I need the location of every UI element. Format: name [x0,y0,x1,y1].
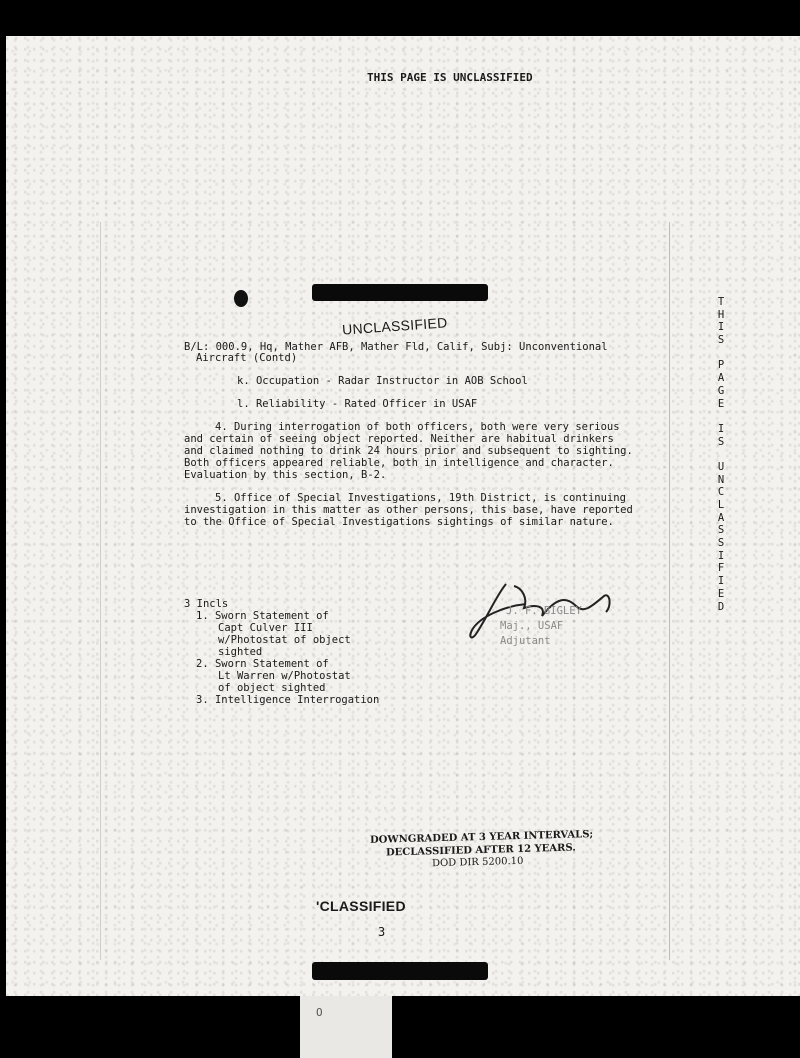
paragraph-5-line-2: investigation in this matter as other persons, this base, have reported [184,504,633,516]
enclosure-1-sighted: sighted [218,646,263,658]
side-classification-label: T H I S P A G E I S U N C L A S S I F I E D [717,296,725,613]
paragraph-4-line-1: 4. During interrogation of both officers, both were very serious [215,421,620,433]
paragraph-4-line-5: Evaluation by this section, B-2. [184,469,387,481]
redaction-bar-top [312,284,488,301]
downgrade-stamp-line-1: DOWNGRADED AT 3 YEAR INTERVALS; [369,829,594,846]
enclosures-heading: 3 Incls [184,598,229,610]
signature-title: Adjutant [500,635,551,647]
signature-name: J. F. BIGLEY [506,605,582,617]
scan-tab [300,996,392,1058]
enclosure-2: 2. Sworn Statement of [196,658,329,670]
enclosure-2-name: Lt Warren w/Photostat [218,670,351,682]
enclosure-1-photostat: w/Photostat of object [218,634,351,646]
classification-stamp-top: UNCLASSIFIED [341,314,448,338]
item-l: l. Reliability - Rated Officer in USAF [237,398,478,410]
signature-rank: Maj., USAF [500,620,564,632]
paragraph-5-line-1: 5. Office of Special Investigations, 19th District, is continuing [215,492,626,504]
paragraph-4-line-2: and certain of seeing object reported. Neither are habitual drinkers [184,433,614,445]
page-number: 3 [378,925,386,939]
paragraph-4-line-3: and claimed nothing to drink 24 hours prior and subsequent to sighting. [184,445,633,457]
enclosure-1-name: Capt Culver III [218,622,313,634]
downgrade-stamp-line-3: DOD DIR 5200.10 [431,855,524,870]
scan-tab-mark: O [316,1006,323,1019]
enclosure-3: 3. Intelligence Interrogation [196,694,380,706]
downgrade-stamp-line-2: DECLASSIFIED AFTER 12 YEARS. [385,842,576,859]
enclosure-1: 1. Sworn Statement of [196,610,329,622]
enclosure-2-object: of object sighted [218,682,326,694]
paragraph-5-line-3: to the Office of Special Investigations sightings of similar nature. [184,516,614,528]
ink-blot [234,290,248,307]
subject-line-2: Aircraft (Contd) [196,352,298,364]
paragraph-4-line-4: Both officers appeared reliable, both in intelligence and character. [184,457,614,469]
classification-stamp-bottom: 'CLASSIFIED [316,898,406,914]
redaction-bar-bottom [312,962,488,980]
page-header-classification: THIS PAGE IS UNCLASSIFIED [367,71,533,84]
item-k: k. Occupation - Radar Instructor in AOB School [237,375,528,387]
subject-line-1: B/L: 000.9, Hq, Mather AFB, Mather Fld, Calif, Subj: Unconventional [184,341,608,353]
